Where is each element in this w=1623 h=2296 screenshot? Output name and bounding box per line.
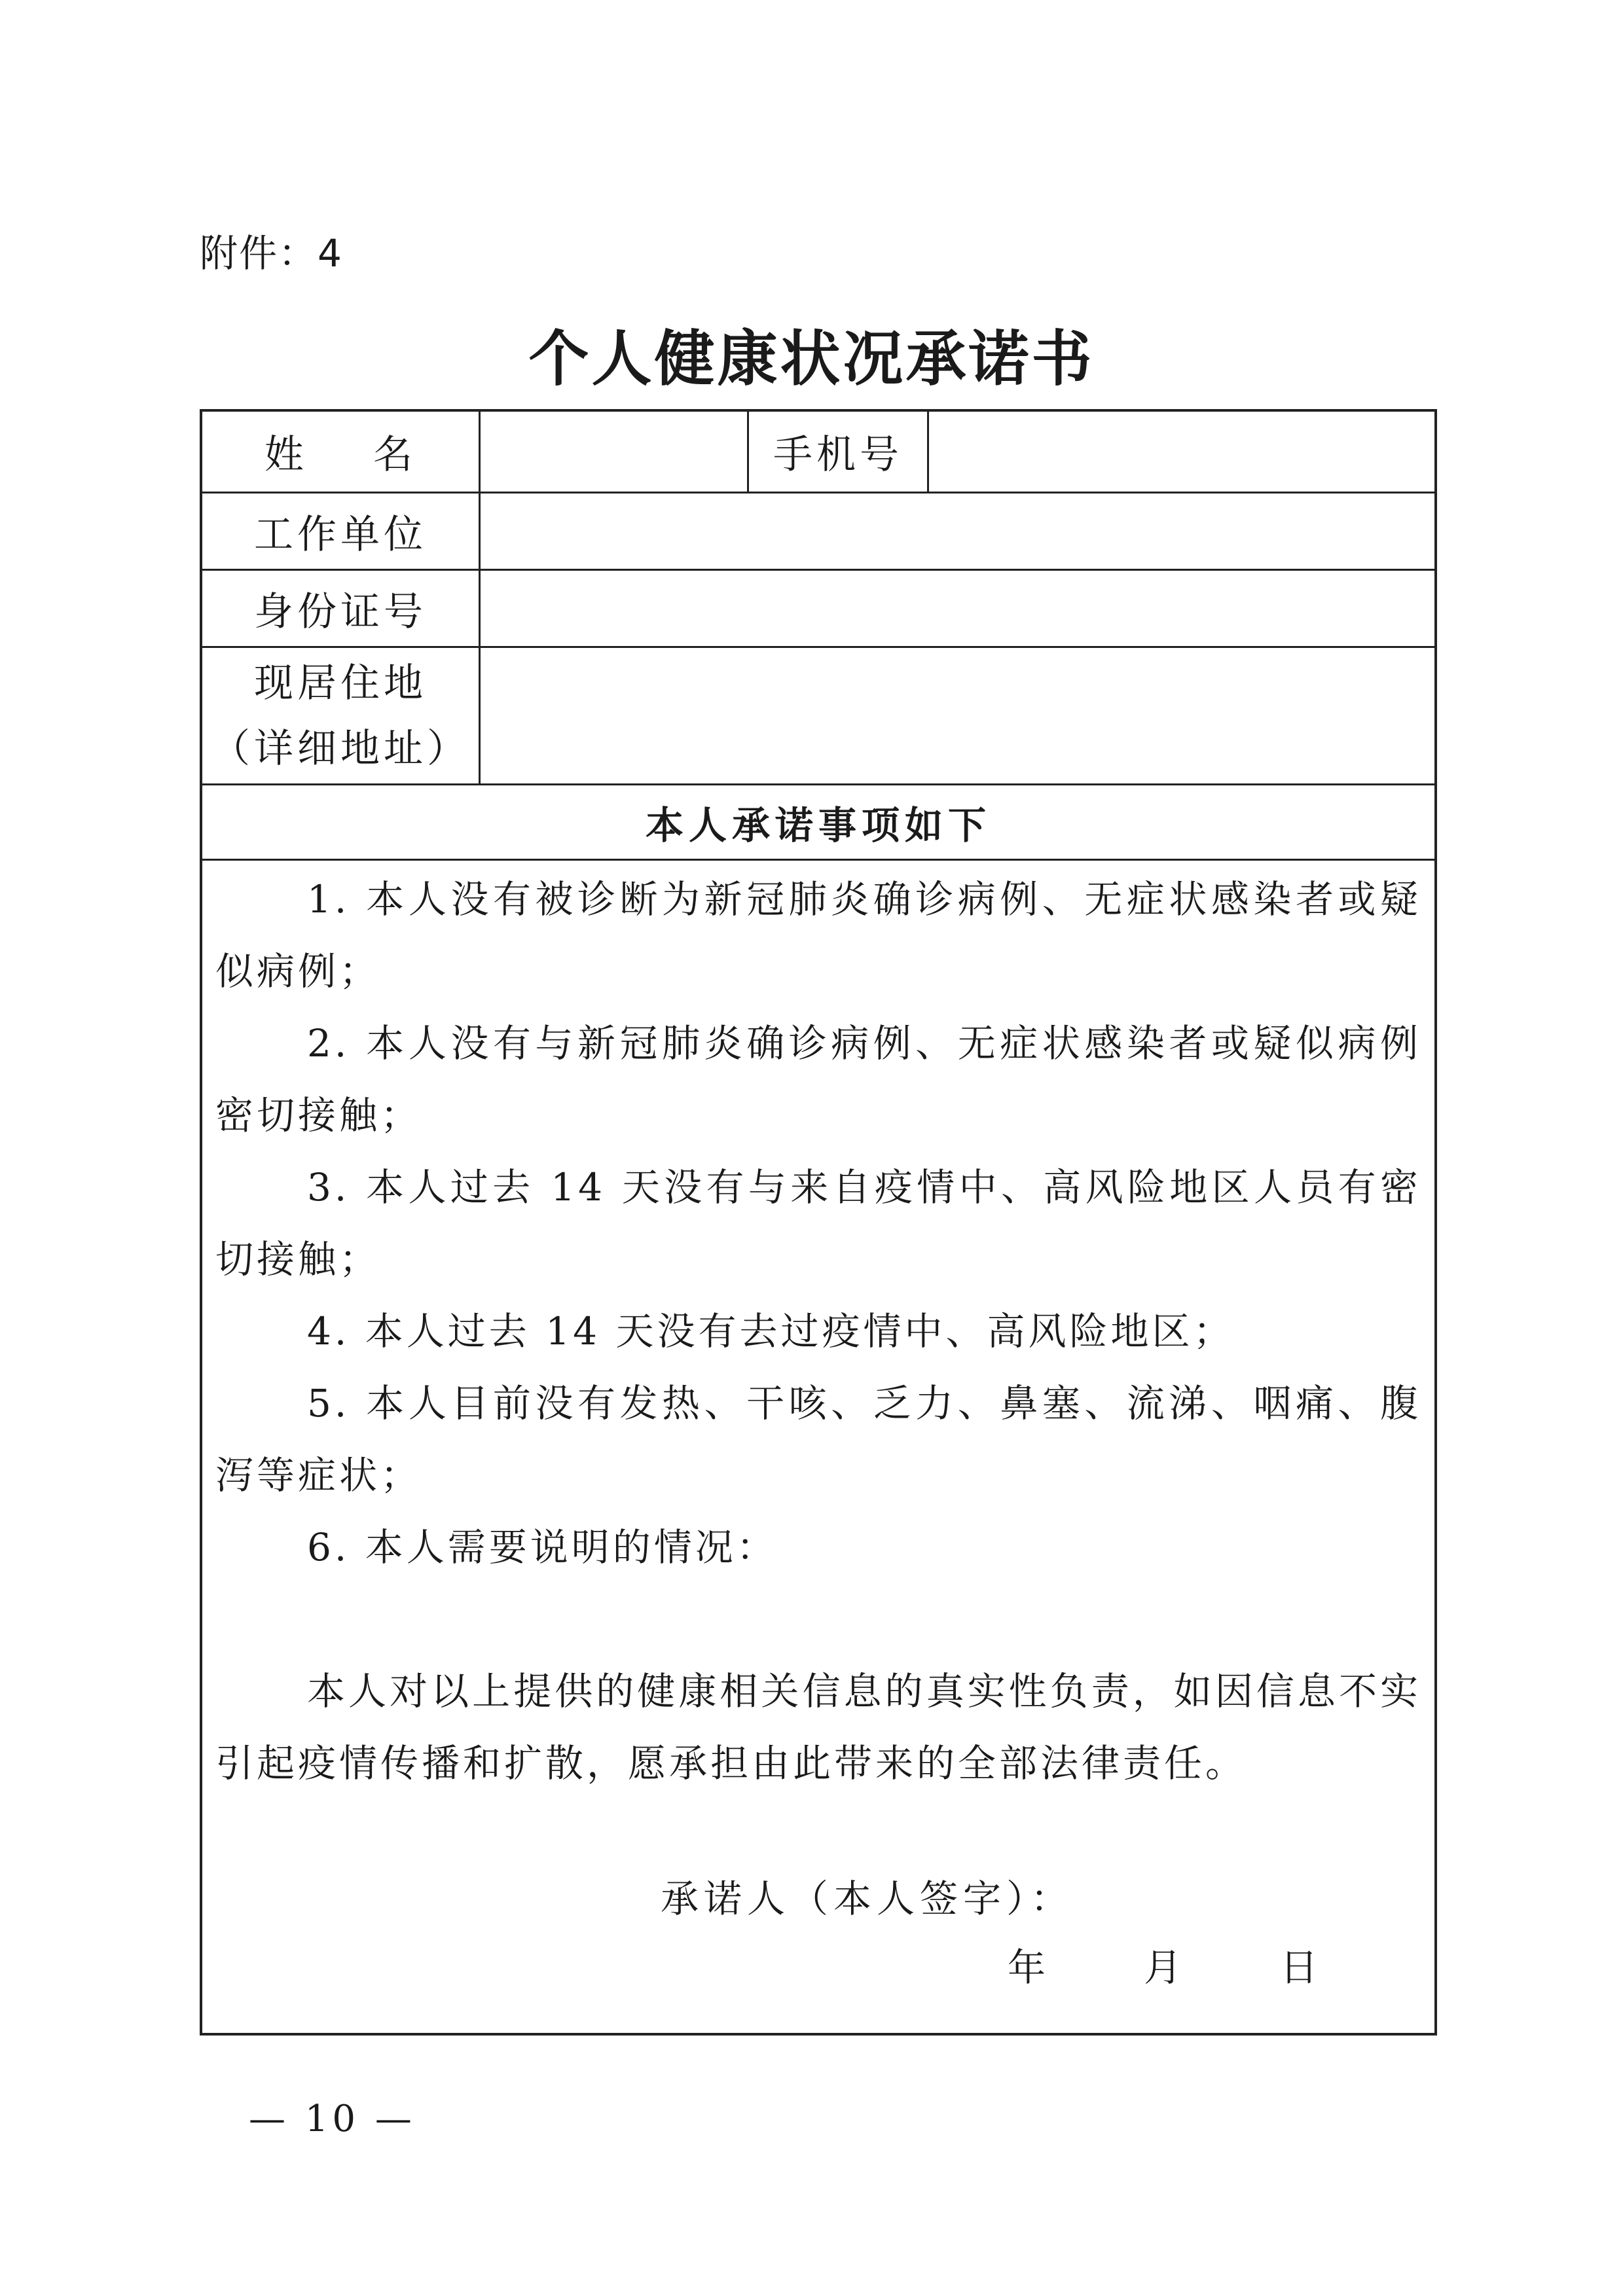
declaration-text: 本人对以上提供的健康相关信息的真实性负责，如因信息不实引起疫情传播和扩散，愿承担由此带来的全部法律责任。 [215, 1669, 1421, 1785]
date-month: 月 [1144, 1945, 1182, 1990]
residence-row [202, 648, 1434, 785]
promise-item: 5. 本人目前没有发热、干咳、乏力、鼻塞、流涕、咽痛、腹泻等症状； [215, 1381, 1421, 1498]
residence-label-line1: 现居住地 [254, 660, 427, 706]
date-line [1008, 1937, 1318, 1992]
document-title: 个人健康状况承诺书 [528, 323, 1095, 394]
name-label: 姓 名 [202, 412, 481, 492]
employer-label: 工作单位 [202, 493, 481, 569]
promise-header-row [202, 785, 1434, 861]
residence-field[interactable] [481, 648, 1434, 783]
promise-header: 本人承诺事项如下 [645, 803, 991, 848]
phone-label: 手机号 [749, 412, 929, 492]
date-day: 日 [1280, 1945, 1319, 1990]
id-label: 身份证号 [202, 571, 481, 646]
employer-field[interactable] [481, 493, 1434, 569]
promise-item: 4. 本人过去 14 天没有去过疫情中、高风险地区； [307, 1309, 1235, 1354]
attachment-label: 附件：4 [200, 231, 343, 276]
id-row [202, 571, 1434, 648]
employer-row [202, 493, 1434, 571]
name-field[interactable] [481, 412, 749, 492]
phone-field[interactable] [929, 412, 1434, 492]
name-phone-row [202, 412, 1434, 493]
id-field[interactable] [481, 571, 1434, 646]
promise-item: 3. 本人过去 14 天没有与来自疫情中、高风险地区人员有密切接触； [215, 1165, 1421, 1282]
residence-label [202, 648, 481, 783]
residence-label-line2: （详细地址） [211, 725, 470, 772]
page-number: — 10 — [249, 2098, 416, 2140]
promise-item: 2. 本人没有与新冠肺炎确诊病例、无症状感染者或疑似病例密切接触； [215, 1021, 1421, 1138]
date-year: 年 [1008, 1945, 1046, 1990]
health-pledge-form [200, 409, 1437, 2036]
signature-label: 承诺人（本人签字）： [661, 1876, 1074, 1921]
promise-item: 6. 本人需要说明的情况： [307, 1525, 778, 1570]
promise-item: 1. 本人没有被诊断为新冠肺炎确诊病例、无症状感染者或疑似病例； [215, 877, 1421, 994]
promise-items [215, 863, 1421, 1799]
